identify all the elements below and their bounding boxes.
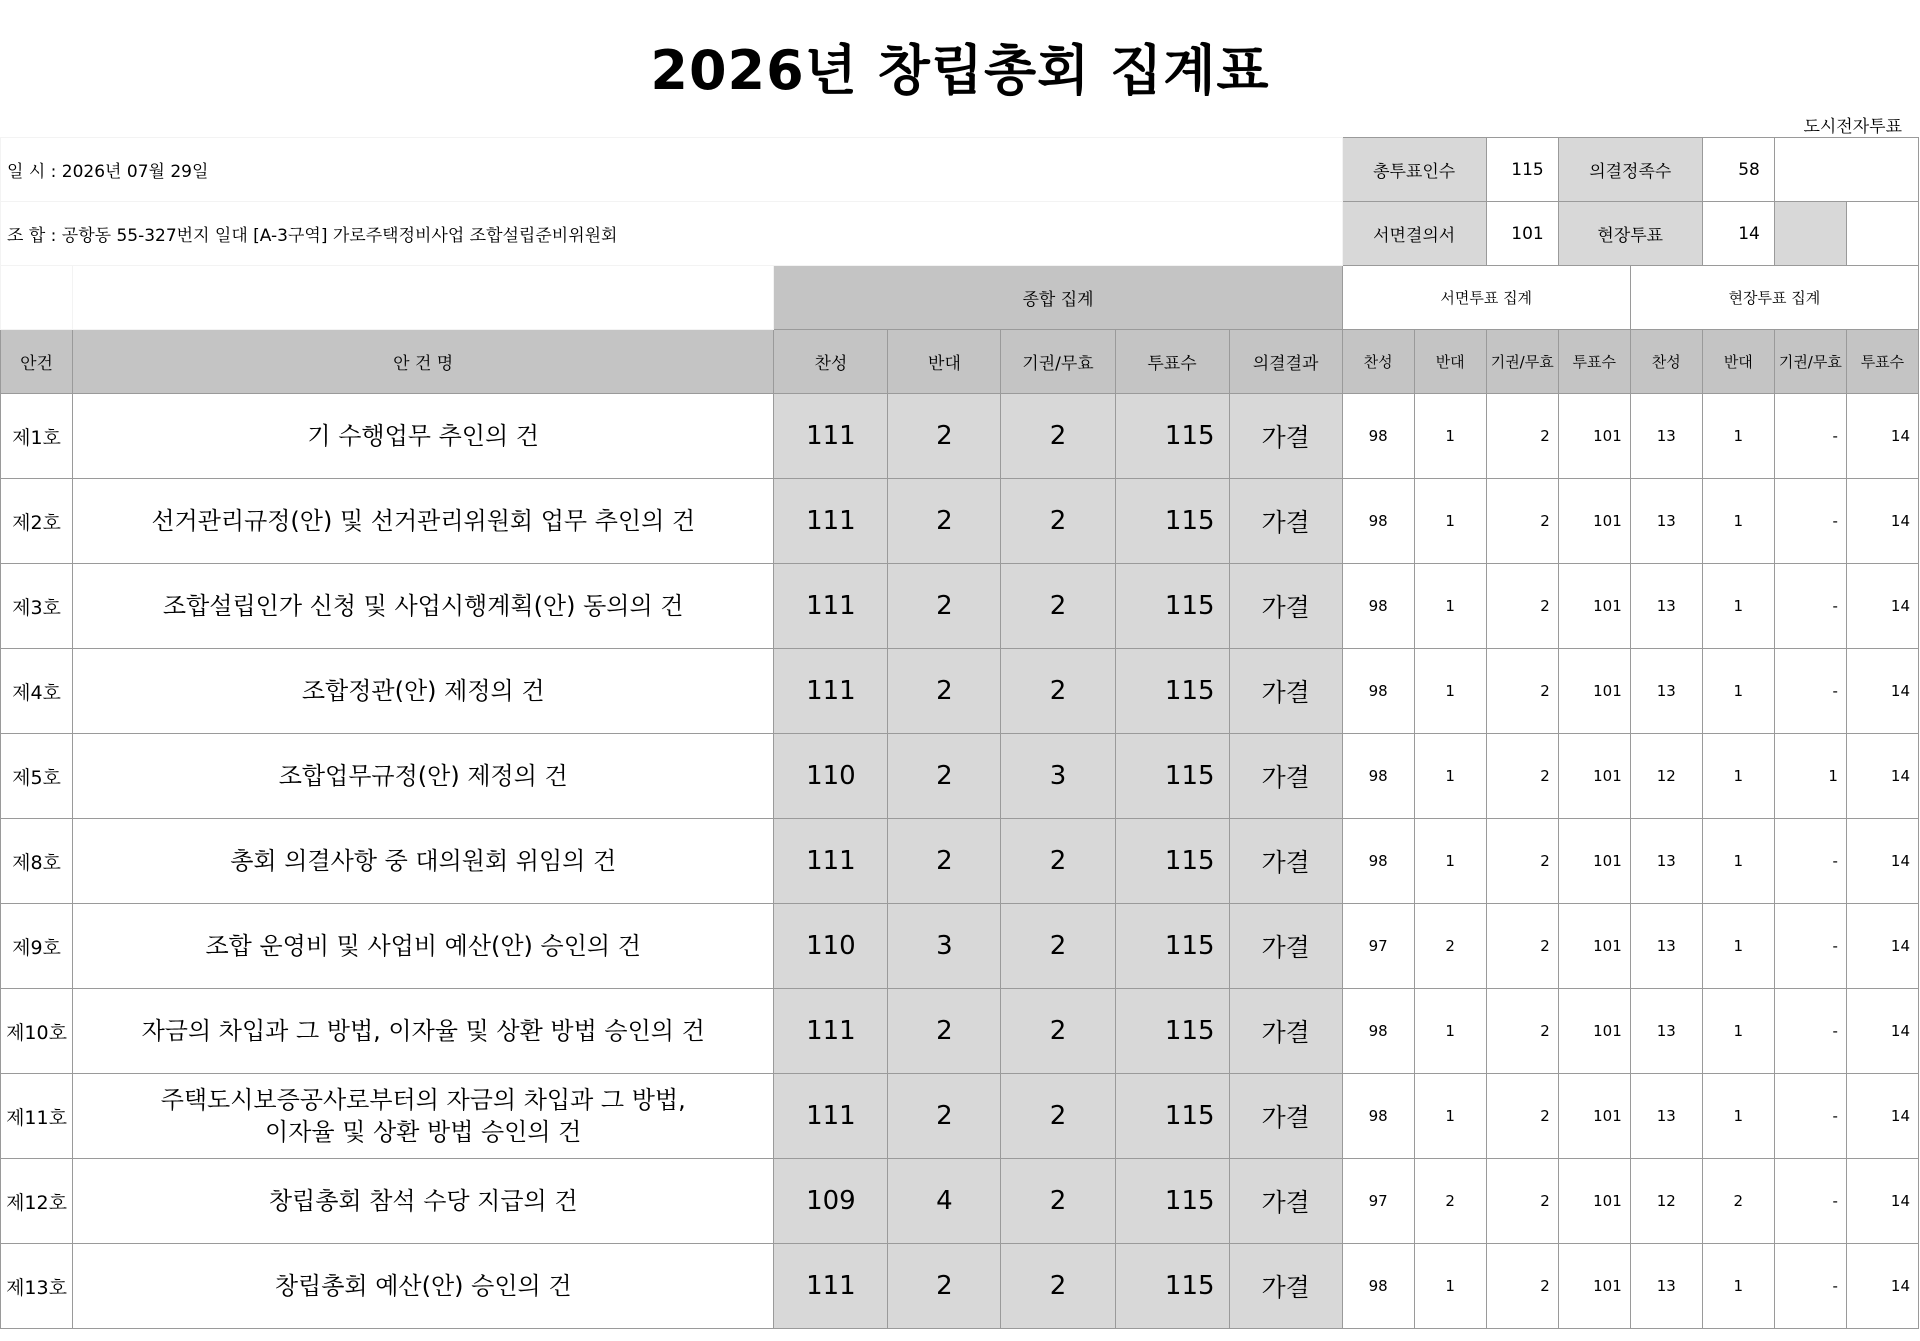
onsite-against: 1 xyxy=(1702,989,1774,1074)
onsite-for: 13 xyxy=(1630,479,1702,564)
combined-result: 가결 xyxy=(1229,1159,1342,1244)
written-for: 98 xyxy=(1342,1074,1414,1159)
col-header-written-for: 찬성 xyxy=(1342,330,1414,394)
combined-against: 2 xyxy=(888,394,1001,479)
onsite-votes: 14 xyxy=(1846,649,1918,734)
combined-against: 2 xyxy=(888,564,1001,649)
agenda-name: 조합업무규정(안) 제정의 건 xyxy=(73,734,774,819)
written-abstain: 2 xyxy=(1486,394,1558,479)
written-value: 101 xyxy=(1486,202,1558,266)
combined-against: 4 xyxy=(888,1159,1001,1244)
quorum-label: 의결정족수 xyxy=(1558,138,1702,202)
written-votes: 101 xyxy=(1558,1074,1630,1159)
written-abstain: 2 xyxy=(1486,819,1558,904)
onsite-abstain: - xyxy=(1774,564,1846,649)
table-row xyxy=(1,1244,1919,1329)
onsite-for: 12 xyxy=(1630,1159,1702,1244)
combined-against: 2 xyxy=(888,1244,1001,1329)
onsite-for: 13 xyxy=(1630,989,1702,1074)
written-against: 1 xyxy=(1414,394,1486,479)
total-votes-value: 115 xyxy=(1486,138,1558,202)
onsite-votes: 14 xyxy=(1846,564,1918,649)
agenda-name: 기 수행업무 추인의 건 xyxy=(73,394,774,479)
agenda-number: 제9호 xyxy=(1,904,73,989)
written-votes: 101 xyxy=(1558,1159,1630,1244)
combined-abstain: 2 xyxy=(1001,564,1115,649)
col-header-onsite-votes: 투표수 xyxy=(1846,330,1918,394)
written-for: 98 xyxy=(1342,819,1414,904)
onsite-against: 2 xyxy=(1702,1159,1774,1244)
union-name: 조 합 : 공항동 55-327번지 일대 [A-3구역] 가로주택정비사업 조합설립준비위원회 xyxy=(1,202,1343,266)
combined-votes: 115 xyxy=(1115,479,1229,564)
written-votes: 101 xyxy=(1558,734,1630,819)
onsite-votes: 14 xyxy=(1846,1244,1918,1329)
combined-for: 109 xyxy=(774,1159,888,1244)
onsite-votes: 14 xyxy=(1846,989,1918,1074)
combined-abstain: 2 xyxy=(1001,904,1115,989)
onsite-votes: 14 xyxy=(1846,904,1918,989)
written-abstain: 2 xyxy=(1486,734,1558,819)
onsite-against: 1 xyxy=(1702,564,1774,649)
written-against: 1 xyxy=(1414,819,1486,904)
written-abstain: 2 xyxy=(1486,479,1558,564)
combined-votes: 115 xyxy=(1115,989,1229,1074)
combined-for: 111 xyxy=(774,1074,888,1159)
combined-abstain: 2 xyxy=(1001,1159,1115,1244)
agenda-number: 제1호 xyxy=(1,394,73,479)
agenda-name: 조합 운영비 및 사업비 예산(안) 승인의 건 xyxy=(73,904,774,989)
source-label: 도시전자투표 xyxy=(1803,117,1902,137)
combined-for: 111 xyxy=(774,1244,888,1329)
col-header-onsite-abstain: 기권/무효 xyxy=(1774,330,1846,394)
written-for: 97 xyxy=(1342,1159,1414,1244)
combined-for: 111 xyxy=(774,819,888,904)
onsite-value: 14 xyxy=(1702,202,1774,266)
agenda-name: 조합정관(안) 제정의 건 xyxy=(73,649,774,734)
combined-abstain: 3 xyxy=(1001,734,1115,819)
agenda-number: 제2호 xyxy=(1,479,73,564)
combined-against: 3 xyxy=(888,904,1001,989)
combined-for: 111 xyxy=(774,649,888,734)
written-votes: 101 xyxy=(1558,649,1630,734)
col-header-result: 의결결과 xyxy=(1229,330,1342,394)
agenda-name: 자금의 차입과 그 방법, 이자율 및 상환 방법 승인의 건 xyxy=(73,989,774,1074)
written-against: 1 xyxy=(1414,649,1486,734)
onsite-for: 12 xyxy=(1630,734,1702,819)
agenda-number: 제10호 xyxy=(1,989,73,1074)
agenda-number: 제13호 xyxy=(1,1244,73,1329)
combined-abstain: 2 xyxy=(1001,479,1115,564)
onsite-against: 1 xyxy=(1702,1244,1774,1329)
onsite-votes: 14 xyxy=(1846,734,1918,819)
written-abstain: 2 xyxy=(1486,1159,1558,1244)
combined-against: 2 xyxy=(888,1074,1001,1159)
onsite-for: 13 xyxy=(1630,1074,1702,1159)
written-votes: 101 xyxy=(1558,819,1630,904)
combined-against: 2 xyxy=(888,989,1001,1074)
written-for: 98 xyxy=(1342,734,1414,819)
agenda-name: 창립총회 참석 수당 지급의 건 xyxy=(73,1159,774,1244)
written-votes: 101 xyxy=(1558,479,1630,564)
written-votes: 101 xyxy=(1558,904,1630,989)
onsite-votes: 14 xyxy=(1846,1074,1918,1159)
written-abstain: 2 xyxy=(1486,649,1558,734)
written-for: 98 xyxy=(1342,394,1414,479)
col-header-for: 찬성 xyxy=(774,330,888,394)
combined-result: 가결 xyxy=(1229,1074,1342,1159)
empty-cell xyxy=(1846,202,1918,266)
written-against: 1 xyxy=(1414,734,1486,819)
agenda-name: 총회 의결사항 중 대의원회 위임의 건 xyxy=(73,819,774,904)
empty-shaded-cell xyxy=(1774,202,1846,266)
table-row xyxy=(1,904,1919,989)
written-label: 서면결의서 xyxy=(1342,202,1486,266)
combined-result: 가결 xyxy=(1229,564,1342,649)
col-header-no: 안건 xyxy=(1,330,73,394)
combined-result: 가결 xyxy=(1229,989,1342,1074)
combined-abstain: 2 xyxy=(1001,989,1115,1074)
onsite-abstain: - xyxy=(1774,819,1846,904)
agenda-number: 제3호 xyxy=(1,564,73,649)
table-row xyxy=(1,649,1919,734)
table-row xyxy=(1,479,1919,564)
onsite-abstain: - xyxy=(1774,1074,1846,1159)
combined-against: 2 xyxy=(888,479,1001,564)
written-abstain: 2 xyxy=(1486,904,1558,989)
written-for: 98 xyxy=(1342,479,1414,564)
onsite-for: 13 xyxy=(1630,649,1702,734)
agenda-number: 제5호 xyxy=(1,734,73,819)
written-against: 2 xyxy=(1414,904,1486,989)
col-header-votes: 투표수 xyxy=(1115,330,1229,394)
table-row xyxy=(1,564,1919,649)
empty-cell xyxy=(1774,138,1918,202)
onsite-votes: 14 xyxy=(1846,479,1918,564)
col-header-written-against: 반대 xyxy=(1414,330,1486,394)
written-against: 1 xyxy=(1414,1244,1486,1329)
onsite-abstain: - xyxy=(1774,1159,1846,1244)
combined-result: 가결 xyxy=(1229,649,1342,734)
written-against: 1 xyxy=(1414,564,1486,649)
combined-votes: 115 xyxy=(1115,734,1229,819)
combined-votes: 115 xyxy=(1115,394,1229,479)
table-row xyxy=(1,1159,1919,1244)
onsite-against: 1 xyxy=(1702,649,1774,734)
tally-table xyxy=(0,137,1919,1329)
page-title: 2026년 창립총회 집계표 xyxy=(650,39,1270,102)
table-row xyxy=(1,1074,1919,1159)
written-votes: 101 xyxy=(1558,564,1630,649)
written-for: 98 xyxy=(1342,649,1414,734)
combined-result: 가결 xyxy=(1229,734,1342,819)
onsite-abstain: - xyxy=(1774,1244,1846,1329)
combined-votes: 115 xyxy=(1115,649,1229,734)
onsite-group-header: 현장투표 집계 xyxy=(1630,266,1918,330)
agenda-name: 조합설립인가 신청 및 사업시행계획(안) 동의의 건 xyxy=(73,564,774,649)
table-row xyxy=(1,734,1919,819)
agenda-number: 제8호 xyxy=(1,819,73,904)
agenda-number: 제12호 xyxy=(1,1159,73,1244)
quorum-value: 58 xyxy=(1702,138,1774,202)
onsite-against: 1 xyxy=(1702,904,1774,989)
combined-for: 111 xyxy=(774,394,888,479)
onsite-for: 13 xyxy=(1630,1244,1702,1329)
combined-for: 110 xyxy=(774,904,888,989)
onsite-label: 현장투표 xyxy=(1558,202,1702,266)
combined-group-header: 종합 집계 xyxy=(774,266,1342,330)
written-abstain: 2 xyxy=(1486,1244,1558,1329)
combined-for: 111 xyxy=(774,479,888,564)
written-against: 1 xyxy=(1414,989,1486,1074)
written-for: 98 xyxy=(1342,564,1414,649)
onsite-against: 1 xyxy=(1702,479,1774,564)
table-row xyxy=(1,394,1919,479)
written-abstain: 2 xyxy=(1486,989,1558,1074)
written-abstain: 2 xyxy=(1486,1074,1558,1159)
empty-cell xyxy=(73,266,774,330)
combined-result: 가결 xyxy=(1229,904,1342,989)
onsite-for: 13 xyxy=(1630,564,1702,649)
combined-for: 111 xyxy=(774,989,888,1074)
combined-votes: 115 xyxy=(1115,1159,1229,1244)
agenda-name: 창립총회 예산(안) 승인의 건 xyxy=(73,1244,774,1329)
combined-against: 2 xyxy=(888,649,1001,734)
written-votes: 101 xyxy=(1558,394,1630,479)
agenda-name: 선거관리규정(안) 및 선거관리위원회 업무 추인의 건 xyxy=(73,479,774,564)
combined-for: 111 xyxy=(774,564,888,649)
col-header-written-votes: 투표수 xyxy=(1558,330,1630,394)
onsite-against: 1 xyxy=(1702,734,1774,819)
col-header-name: 안 건 명 xyxy=(73,330,774,394)
combined-abstain: 2 xyxy=(1001,394,1115,479)
combined-result: 가결 xyxy=(1229,819,1342,904)
empty-cell xyxy=(1,266,73,330)
meeting-date: 일 시 : 2026년 07월 29일 xyxy=(1,138,1343,202)
col-header-abstain: 기권/무효 xyxy=(1001,330,1115,394)
onsite-abstain: - xyxy=(1774,649,1846,734)
written-against: 1 xyxy=(1414,1074,1486,1159)
col-header-onsite-for: 찬성 xyxy=(1630,330,1702,394)
combined-abstain: 2 xyxy=(1001,819,1115,904)
combined-abstain: 2 xyxy=(1001,1074,1115,1159)
combined-against: 2 xyxy=(888,819,1001,904)
combined-for: 110 xyxy=(774,734,888,819)
onsite-abstain: 1 xyxy=(1774,734,1846,819)
onsite-against: 1 xyxy=(1702,1074,1774,1159)
written-abstain: 2 xyxy=(1486,564,1558,649)
written-votes: 101 xyxy=(1558,1244,1630,1329)
onsite-for: 13 xyxy=(1630,394,1702,479)
onsite-for: 13 xyxy=(1630,819,1702,904)
onsite-abstain: - xyxy=(1774,904,1846,989)
combined-result: 가결 xyxy=(1229,479,1342,564)
combined-votes: 115 xyxy=(1115,564,1229,649)
total-votes-label: 총투표인수 xyxy=(1342,138,1486,202)
written-against: 2 xyxy=(1414,1159,1486,1244)
combined-votes: 115 xyxy=(1115,819,1229,904)
onsite-abstain: - xyxy=(1774,989,1846,1074)
onsite-votes: 14 xyxy=(1846,1159,1918,1244)
combined-abstain: 2 xyxy=(1001,649,1115,734)
agenda-name: 주택도시보증공사로부터의 자금의 차입과 그 방법, 이자율 및 상환 방법 승인의 건 xyxy=(73,1074,774,1159)
onsite-abstain: - xyxy=(1774,394,1846,479)
table-row xyxy=(1,989,1919,1074)
onsite-abstain: - xyxy=(1774,479,1846,564)
col-header-onsite-against: 반대 xyxy=(1702,330,1774,394)
combined-against: 2 xyxy=(888,734,1001,819)
col-header-against: 반대 xyxy=(888,330,1001,394)
onsite-votes: 14 xyxy=(1846,819,1918,904)
combined-abstain: 2 xyxy=(1001,1244,1115,1329)
onsite-against: 1 xyxy=(1702,819,1774,904)
onsite-against: 1 xyxy=(1702,394,1774,479)
agenda-number: 제11호 xyxy=(1,1074,73,1159)
agenda-number: 제4호 xyxy=(1,649,73,734)
written-for: 97 xyxy=(1342,904,1414,989)
col-header-written-abstain: 기권/무효 xyxy=(1486,330,1558,394)
written-votes: 101 xyxy=(1558,989,1630,1074)
written-against: 1 xyxy=(1414,479,1486,564)
onsite-for: 13 xyxy=(1630,904,1702,989)
table-row xyxy=(1,819,1919,904)
combined-result: 가결 xyxy=(1229,1244,1342,1329)
combined-votes: 115 xyxy=(1115,1074,1229,1159)
combined-votes: 115 xyxy=(1115,1244,1229,1329)
written-for: 98 xyxy=(1342,989,1414,1074)
written-for: 98 xyxy=(1342,1244,1414,1329)
combined-result: 가결 xyxy=(1229,394,1342,479)
combined-votes: 115 xyxy=(1115,904,1229,989)
onsite-votes: 14 xyxy=(1846,394,1918,479)
written-group-header: 서면투표 집계 xyxy=(1342,266,1630,330)
